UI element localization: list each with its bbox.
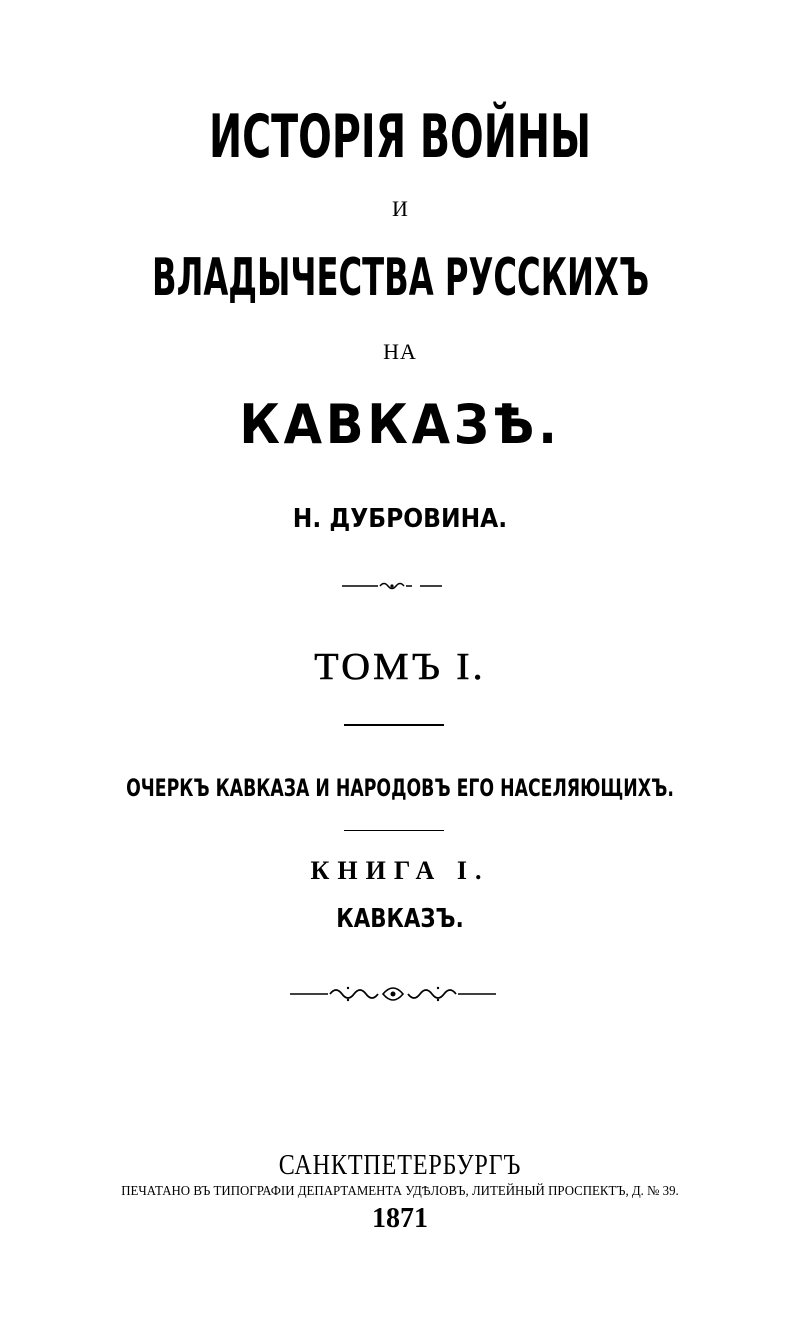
preposition: НА xyxy=(383,339,417,364)
city: САНКТПЕТЕРБУРГЪ xyxy=(278,1150,522,1181)
subtitle: ОЧЕРКЪ КАВКАЗА И НАРОДОВЪ ЕГО НАСЕЛЯЮЩИХЪ. xyxy=(126,774,674,802)
small-ornament xyxy=(340,578,444,594)
title-line-3: КАВКАЗѢ. xyxy=(239,393,561,456)
author: Н. ДУБРОВИНА. xyxy=(292,504,508,534)
title-line-1: ИСТОРІЯ ВОЙНЫ xyxy=(208,102,592,172)
conjunction: И xyxy=(392,196,408,221)
book-label: КНИГА I. xyxy=(310,856,490,885)
title-line-2: ВЛАДЫЧЕСТВА РУССКИХЪ xyxy=(152,248,650,308)
divider-rule xyxy=(344,724,444,726)
book-title: КАВКАЗЪ. xyxy=(336,904,464,934)
printer-imprint: ПЕЧАТАНО ВЪ ТИПОГРАФІИ ДЕПАРТАМЕНТА УДѢЛОВЪ, ЛИТЕЙНЫЙ ПРОСПЕКТЪ, Д. № 39. xyxy=(121,1184,679,1199)
year: 1871 xyxy=(372,1203,428,1234)
decorative-ornament xyxy=(288,980,498,1008)
volume-label: ТОМЪ I. xyxy=(314,646,486,688)
divider-rule xyxy=(344,830,444,831)
